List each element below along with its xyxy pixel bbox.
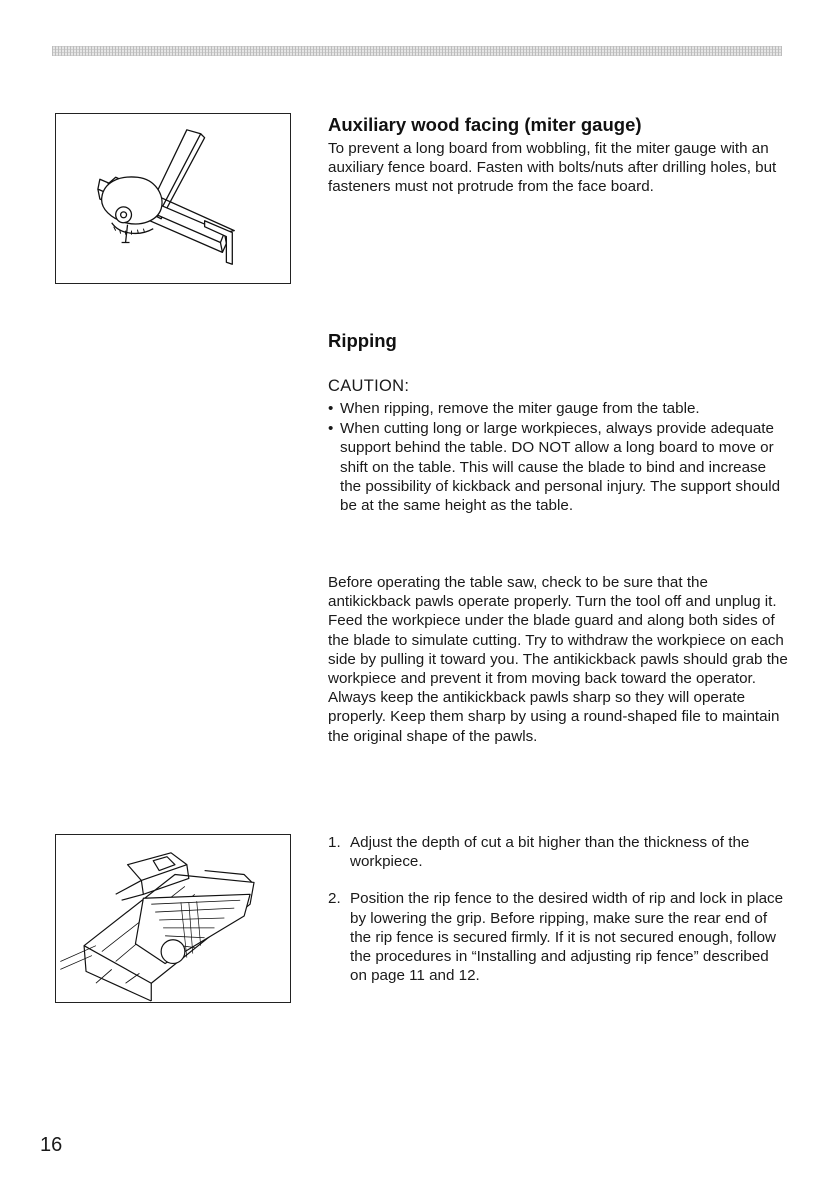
list-item xyxy=(328,399,788,418)
pawls-check-paragraph: Before operating the table saw, check to be sure that the antikickback pawls operate properly. Turn the tool off and unplug it. Feed the workpiece under the blade guard and along both sides of the blade to simulate cutting. Try to withdraw the workpiece on each side by pulling it toward you. The antikickback pawls should grab the workpiece and prevent it from moving back toward the operator. Always keep the antikickback pawls sharp so they will operate properly. Keep them sharp by using a round-shaped file to maintain the original shape of the pawls. xyxy=(328,574,788,745)
caution-bullet-list xyxy=(328,399,788,516)
list-item xyxy=(328,889,788,985)
list-item xyxy=(328,833,788,871)
bullet-text: When cutting long or large workpieces, always provide adequate support behind the table. DO NOT allow a long board to move or shift on the table. This will cause the blade to bind and increase the possibility of kickback and personal injury. The support should be at the same height as the table. xyxy=(340,420,781,515)
step-text: Adjust the depth of cut a bit higher than the thickness of the workpiece. xyxy=(350,834,750,871)
list-item xyxy=(328,419,788,515)
bullet-icon: • xyxy=(328,420,334,438)
rip-cut-illustration xyxy=(55,834,291,1003)
bullet-icon: • xyxy=(328,400,334,417)
step-number: 1. xyxy=(328,834,341,851)
rip-steps-list xyxy=(328,833,788,985)
header-pattern-band xyxy=(52,46,782,56)
bullet-text: When ripping, remove the miter gauge from the table. xyxy=(340,400,700,417)
section-body-auxiliary-wood-facing: To prevent a long board from wobbling, fit the miter gauge with an auxiliary fence board. Fasten with bolts/nuts after drilling holes, but fasteners must not protrude from the face board. xyxy=(328,140,777,196)
miter-gauge-illustration xyxy=(55,113,291,284)
page-number: 16 xyxy=(40,1134,63,1156)
section-title-ripping: Ripping xyxy=(328,330,397,351)
step-number: 2. xyxy=(328,890,341,908)
section-title-auxiliary-wood-facing: Auxiliary wood facing (miter gauge) xyxy=(328,114,642,135)
caution-label: CAUTION: xyxy=(328,377,410,395)
step-text: Position the rip fence to the desired width of rip and lock in place by lowering the grip. Before ripping, make sure the rear end of the rip fence is secured firmly. If it is not secured enough, follow the procedures in “Installing and adjusting rip fence” described on page 11 and 12. xyxy=(350,890,784,985)
